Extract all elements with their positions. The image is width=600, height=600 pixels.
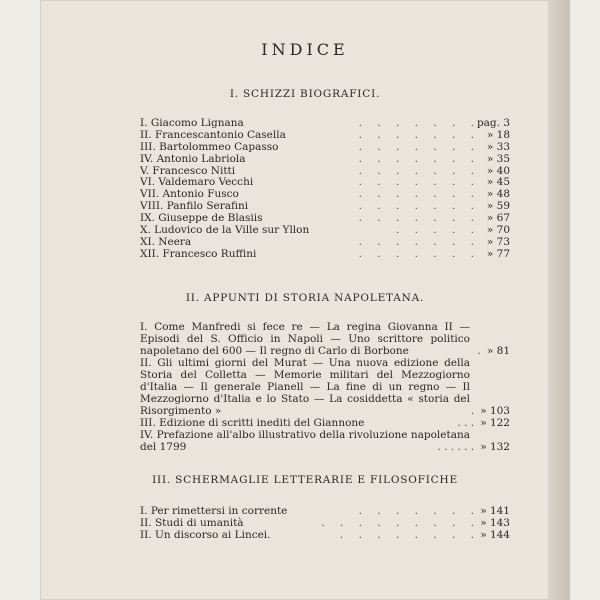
toc-entry: IV. Prefazione all'albo illustrativo della rivoluzione napoletana del 1799 . . . . . . » 132 [140,429,510,454]
toc-row: . . . . . . . II. Francescantonio Casella » 18 [140,128,510,141]
section-heading-2: II. APPUNTI DI STORIA NAPOLETANA. [185,292,425,304]
toc-row: . . . . . . . . II. Un discorso ai Lincei. » 144 [140,528,510,541]
book-page [40,0,570,600]
section-heading-1: I. SCHIZZI BIOGRAFICI. [229,88,381,100]
toc-row: . . . . . . . I. Per rimettersi in corrente » 141 [140,505,510,517]
page-title: INDICE [261,40,349,59]
toc-row: . . . . . . . IV. Antonio Labriola » 35 [140,152,510,165]
section-heading-3: III. SCHERMAGLIE LETTERARIE E FILOSOFICHE [152,474,458,486]
section-3-list [140,506,510,542]
page-edge [548,0,570,600]
toc-row: . . . . . . . . . II. Studi di umanità » 143 [140,516,510,529]
toc-entry: III. Edizione di scritti inediti del Giannone . . . » 122 [140,417,510,430]
toc-row: . . . . . . . VI. Valdemaro Vecchi » 45 [140,176,510,189]
toc-entry: II. Gli ultimi giorni del Murat — Una nuova edizione della Storia del Colletta — Memorie militari del Mezzogiorno d'Italia — Il generale Pianell — La fine di un regno — Il Mezzogiorno d'Italia e lo Stato — La cosiddetta « storia del Risorgimento » . » 103 [140,357,510,418]
section-1-list [140,118,510,261]
toc-row: . . . . . . . XI. Neera » 73 [140,235,510,248]
toc-row: . . . . . X. Ludovico de la Ville sur Yllon » 70 [140,224,510,237]
toc-row: . . . . . . . VIII. Panfilo Serafini » 59 [140,200,510,213]
section-2-list [140,322,510,454]
toc-entry: I. Come Manfredi si fece re — La regina Giovanna II — Episodi del S. Officio in Napoli — Uno scrittore politico napoletano del 600 — Il regno di Carlo di Borbone . » 81 [140,321,510,358]
toc-row: . . . . . . . XII. Francesco Ruffini » 77 [140,247,510,260]
toc-row: . . . . . . . V. Francesco Nitti » 40 [140,164,510,177]
toc-row: . . . . . . . VII. Antonio Fusco » 48 [140,188,510,201]
toc-row: . . . . . . . I. Giacomo Lignana pag. 3 [140,117,510,129]
toc-row: . . . . . . . III. Bartolommeo Capasso » 33 [140,140,510,153]
toc-row: . . . . . . . IX. Giuseppe de Blasiis » 67 [140,212,510,225]
